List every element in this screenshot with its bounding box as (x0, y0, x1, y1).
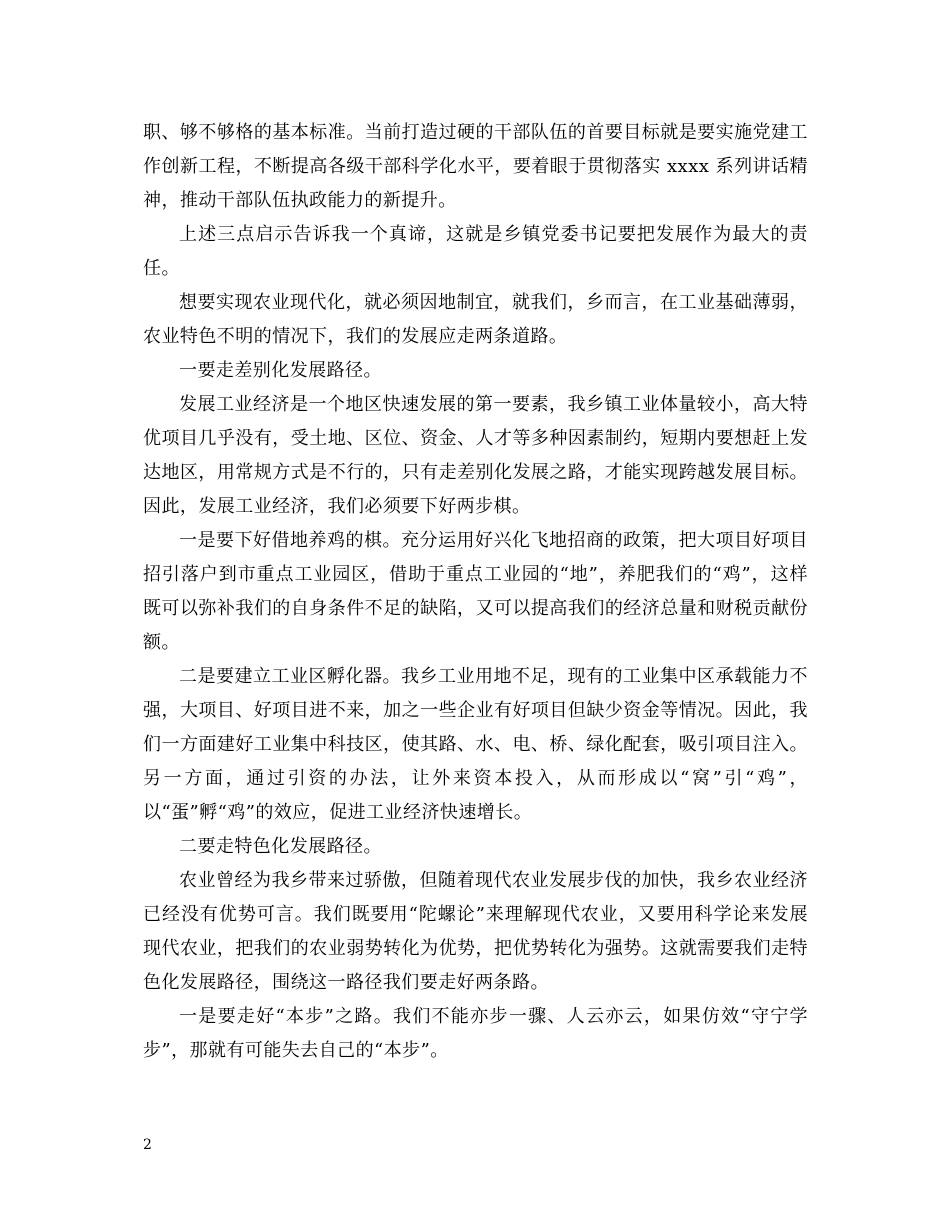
document-body (143, 116, 808, 1068)
paragraph-continued: 职、够不够格的基本标准。当前打造过硬的干部队伍的首要目标就是要实施党建工作创新工程，不断提高各级干部科学化水平，要着眼于贯彻落实 xxxx 系列讲话精神，推动干部队伍执政能力的新提升。 (143, 122, 808, 211)
section-heading: 二要走特色化发展路径。 (179, 836, 382, 857)
page-number: 2 (143, 1137, 152, 1153)
paragraph: 一是要下好借地养鸡的棋。充分运用好兴化飞地招商的政策，把大项目好项目招引落户到市重点工业园区，借助于重点工业园的“地”，养肥我们的“鸡”，这样既可以弥补我们的自身条件不足的缺陷，又可以提高我们的经济总量和财税贡献份额。 (143, 530, 808, 653)
paragraph: 一是要走好“本步”之路。我们不能亦步一骤、人云亦云，如果仿效“守宁学步”，那就有可能失去自己的“本步”。 (143, 1006, 808, 1061)
section-heading: 一要走差别化发展路径。 (179, 360, 382, 381)
paragraph: 农业曾经为我乡带来过骄傲，但随着现代农业发展步伐的加快，我乡农业经济已经没有优势可言。我们既要用“陀螺论”来理解现代农业，又要用科学论来发展现代农业，把我们的农业弱势转化为优势，把优势转化为强势。这就需要我们走特色化发展路径，围绕这一路径我们要走好两条路。 (143, 870, 808, 993)
paragraph: 二是要建立工业区孵化器。我乡工业用地不足，现有的工业集中区承载能力不强，大项目、好项目进不来，加之一些企业有好项目但缺少资金等情况。因此，我们一方面建好工业集中科技区，使其路、水、电、桥、绿化配套，吸引项目注入。另一方面，通过引资的办法，让外来资本投入，从而形成以“窝”引“鸡”，以“蛋”孵“鸡”的效应，促进工业经济快速增长。 (143, 666, 808, 823)
paragraph: 上述三点启示告诉我一个真谛，这就是乡镇党委书记要把发展作为最大的责任。 (143, 224, 808, 279)
paragraph: 想要实现农业现代化，就必须因地制宜，就我们，乡而言，在工业基础薄弱，农业特色不明的情况下，我们的发展应走两条道路。 (143, 292, 808, 347)
paragraph: 发展工业经济是一个地区快速发展的第一要素，我乡镇工业体量较小，高大特优项目几乎没有，受土地、区位、资金、人才等多种因素制约，短期内要想赶上发达地区，用常规方式是不行的，只有走差别化发展之路，才能实现跨越发展目标。因此，发展工业经济，我们必须要下好两步棋。 (143, 394, 808, 517)
